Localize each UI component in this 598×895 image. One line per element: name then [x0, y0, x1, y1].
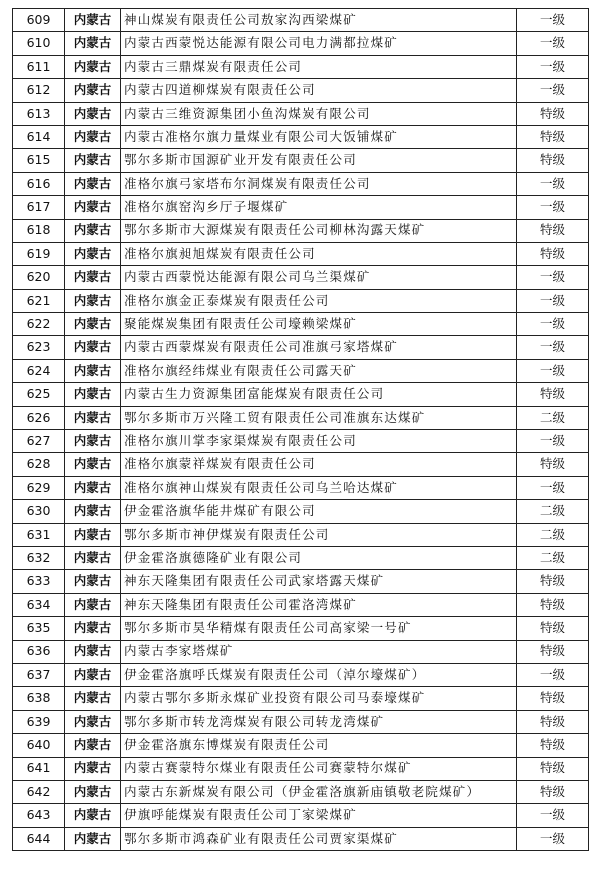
mine-name-cell: 鄂尔多斯市大源煤炭有限责任公司柳林沟露天煤矿 [121, 219, 517, 242]
mine-name-cell: 鄂尔多斯市国源矿业开发有限责任公司 [121, 149, 517, 172]
province-cell: 内蒙古 [65, 523, 121, 546]
grade-cell: 一级 [517, 32, 589, 55]
table-row [13, 523, 589, 546]
mine-name-cell: 内蒙古赛蒙特尔煤业有限责任公司赛蒙特尔煤矿 [121, 757, 517, 780]
table-row [13, 102, 589, 125]
province-cell: 内蒙古 [65, 55, 121, 78]
table-row [13, 734, 589, 757]
mine-name-cell: 鄂尔多斯市神伊煤炭有限责任公司 [121, 523, 517, 546]
table-row [13, 383, 589, 406]
grade-cell: 二级 [517, 546, 589, 569]
grade-cell: 特级 [517, 734, 589, 757]
province-cell: 内蒙古 [65, 149, 121, 172]
province-cell: 内蒙古 [65, 476, 121, 499]
province-cell: 内蒙古 [65, 593, 121, 616]
province-cell: 内蒙古 [65, 710, 121, 733]
mine-name-cell: 内蒙古西蒙悦达能源有限公司乌兰渠煤矿 [121, 266, 517, 289]
coal-mine-grade-table [12, 8, 589, 851]
mine-name-cell: 伊金霍洛旗华能井煤矿有限公司 [121, 500, 517, 523]
table-row [13, 640, 589, 663]
table-row [13, 757, 589, 780]
province-cell: 内蒙古 [65, 102, 121, 125]
row-number: 612 [13, 79, 65, 102]
grade-cell: 特级 [517, 687, 589, 710]
province-cell: 内蒙古 [65, 430, 121, 453]
grade-cell: 一级 [517, 55, 589, 78]
table-row [13, 687, 589, 710]
row-number: 628 [13, 453, 65, 476]
table-row [13, 827, 589, 850]
row-number: 630 [13, 500, 65, 523]
province-cell: 内蒙古 [65, 546, 121, 569]
table-row [13, 359, 589, 382]
province-cell: 内蒙古 [65, 406, 121, 429]
row-number: 643 [13, 804, 65, 827]
province-cell: 内蒙古 [65, 336, 121, 359]
row-number: 618 [13, 219, 65, 242]
grade-cell: 一级 [517, 476, 589, 499]
row-number: 631 [13, 523, 65, 546]
table-row [13, 9, 589, 32]
grade-cell: 特级 [517, 570, 589, 593]
row-number: 644 [13, 827, 65, 850]
mine-name-cell: 内蒙古三鼎煤炭有限责任公司 [121, 55, 517, 78]
mine-name-cell: 鄂尔多斯市万兴隆工贸有限责任公司准旗东达煤矿 [121, 406, 517, 429]
mine-name-cell: 伊金霍洛旗东博煤炭有限责任公司 [121, 734, 517, 757]
row-number: 636 [13, 640, 65, 663]
province-cell: 内蒙古 [65, 313, 121, 336]
province-cell: 内蒙古 [65, 196, 121, 219]
province-cell: 内蒙古 [65, 9, 121, 32]
province-cell: 内蒙古 [65, 32, 121, 55]
province-cell: 内蒙古 [65, 500, 121, 523]
grade-cell: 特级 [517, 710, 589, 733]
province-cell: 内蒙古 [65, 640, 121, 663]
grade-cell: 一级 [517, 827, 589, 850]
grade-cell: 一级 [517, 313, 589, 336]
table-row [13, 172, 589, 195]
grade-cell: 特级 [517, 125, 589, 148]
row-number: 611 [13, 55, 65, 78]
grade-cell: 一级 [517, 196, 589, 219]
row-number: 616 [13, 172, 65, 195]
grade-cell: 二级 [517, 500, 589, 523]
province-cell: 内蒙古 [65, 266, 121, 289]
grade-cell: 一级 [517, 79, 589, 102]
grade-cell: 一级 [517, 172, 589, 195]
row-number: 632 [13, 546, 65, 569]
table-row [13, 149, 589, 172]
mine-name-cell: 准格尔旗金正泰煤炭有限责任公司 [121, 289, 517, 312]
table-row [13, 406, 589, 429]
mine-name-cell: 鄂尔多斯市昊华精煤有限责任公司高家梁一号矿 [121, 617, 517, 640]
table-row [13, 55, 589, 78]
province-cell: 内蒙古 [65, 383, 121, 406]
grade-cell: 特级 [517, 219, 589, 242]
grade-cell: 一级 [517, 804, 589, 827]
row-number: 624 [13, 359, 65, 382]
row-number: 627 [13, 430, 65, 453]
province-cell: 内蒙古 [65, 453, 121, 476]
row-number: 617 [13, 196, 65, 219]
mine-name-cell: 准格尔旗神山煤炭有限责任公司乌兰哈达煤矿 [121, 476, 517, 499]
row-number: 637 [13, 663, 65, 686]
row-number: 639 [13, 710, 65, 733]
province-cell: 内蒙古 [65, 757, 121, 780]
province-cell: 内蒙古 [65, 79, 121, 102]
mine-name-cell: 内蒙古西蒙煤炭有限责任公司准旗弓家塔煤矿 [121, 336, 517, 359]
province-cell: 内蒙古 [65, 780, 121, 803]
table-row [13, 500, 589, 523]
row-number: 620 [13, 266, 65, 289]
table-row [13, 710, 589, 733]
province-cell: 内蒙古 [65, 125, 121, 148]
row-number: 619 [13, 242, 65, 265]
mine-name-cell: 准格尔旗经纬煤业有限责任公司露天矿 [121, 359, 517, 382]
mine-name-cell: 准格尔旗蒙祥煤炭有限责任公司 [121, 453, 517, 476]
mine-name-cell: 内蒙古西蒙悦达能源有限公司电力满都拉煤矿 [121, 32, 517, 55]
grade-cell: 一级 [517, 359, 589, 382]
row-number: 629 [13, 476, 65, 499]
mine-name-cell: 鄂尔多斯市转龙湾煤炭有限公司转龙湾煤矿 [121, 710, 517, 733]
province-cell: 内蒙古 [65, 219, 121, 242]
table-row [13, 780, 589, 803]
table-row [13, 219, 589, 242]
mine-name-cell: 神东天隆集团有限责任公司武家塔露天煤矿 [121, 570, 517, 593]
province-cell: 内蒙古 [65, 359, 121, 382]
mine-name-cell: 内蒙古李家塔煤矿 [121, 640, 517, 663]
grade-cell: 一级 [517, 430, 589, 453]
table-row [13, 430, 589, 453]
grade-cell: 特级 [517, 102, 589, 125]
province-cell: 内蒙古 [65, 734, 121, 757]
mine-name-cell: 准格尔旗川掌李家渠煤炭有限责任公司 [121, 430, 517, 453]
mine-name-cell: 准格尔旗窑沟乡厅子堰煤矿 [121, 196, 517, 219]
grade-cell: 一级 [517, 266, 589, 289]
grade-cell: 特级 [517, 617, 589, 640]
grade-cell: 一级 [517, 289, 589, 312]
table-body [13, 9, 589, 851]
province-cell: 内蒙古 [65, 172, 121, 195]
mine-name-cell: 伊金霍洛旗呼氏煤炭有限责任公司（淖尔壕煤矿） [121, 663, 517, 686]
row-number: 642 [13, 780, 65, 803]
table-row [13, 453, 589, 476]
mine-name-cell: 内蒙古四道柳煤炭有限责任公司 [121, 79, 517, 102]
table-row [13, 804, 589, 827]
row-number: 622 [13, 313, 65, 336]
table-row [13, 336, 589, 359]
mine-name-cell: 内蒙古三维资源集团小鱼沟煤炭有限公司 [121, 102, 517, 125]
grade-cell: 特级 [517, 383, 589, 406]
grade-cell: 特级 [517, 242, 589, 265]
grade-cell: 二级 [517, 523, 589, 546]
grade-cell: 二级 [517, 406, 589, 429]
row-number: 633 [13, 570, 65, 593]
row-number: 610 [13, 32, 65, 55]
mine-name-cell: 伊金霍洛旗德隆矿业有限公司 [121, 546, 517, 569]
province-cell: 内蒙古 [65, 804, 121, 827]
province-cell: 内蒙古 [65, 617, 121, 640]
table-row [13, 546, 589, 569]
row-number: 635 [13, 617, 65, 640]
grade-cell: 一级 [517, 336, 589, 359]
mine-name-cell: 内蒙古生力资源集团富能煤炭有限责任公司 [121, 383, 517, 406]
grade-cell: 特级 [517, 149, 589, 172]
grade-cell: 一级 [517, 9, 589, 32]
row-number: 640 [13, 734, 65, 757]
table-row [13, 125, 589, 148]
mine-name-cell: 准格尔旗弓家塔布尔洞煤炭有限责任公司 [121, 172, 517, 195]
row-number: 621 [13, 289, 65, 312]
province-cell: 内蒙古 [65, 289, 121, 312]
grade-cell: 特级 [517, 640, 589, 663]
mine-name-cell: 准格尔旗昶旭煤炭有限责任公司 [121, 242, 517, 265]
table-row [13, 242, 589, 265]
table-row [13, 79, 589, 102]
table-row [13, 476, 589, 499]
row-number: 625 [13, 383, 65, 406]
mine-name-cell: 内蒙古东新煤炭有限公司（伊金霍洛旗新庙镇敬老院煤矿） [121, 780, 517, 803]
table-row [13, 663, 589, 686]
table-row [13, 617, 589, 640]
table-row [13, 196, 589, 219]
table-row [13, 313, 589, 336]
row-number: 615 [13, 149, 65, 172]
grade-cell: 特级 [517, 593, 589, 616]
row-number: 641 [13, 757, 65, 780]
province-cell: 内蒙古 [65, 570, 121, 593]
table-row [13, 289, 589, 312]
grade-cell: 特级 [517, 757, 589, 780]
grade-cell: 一级 [517, 663, 589, 686]
row-number: 614 [13, 125, 65, 148]
row-number: 623 [13, 336, 65, 359]
grade-cell: 特级 [517, 780, 589, 803]
table-row [13, 266, 589, 289]
mine-name-cell: 鄂尔多斯市鸿森矿业有限责任公司贾家渠煤矿 [121, 827, 517, 850]
mine-name-cell: 伊旗呼能煤炭有限责任公司丁家梁煤矿 [121, 804, 517, 827]
row-number: 609 [13, 9, 65, 32]
row-number: 626 [13, 406, 65, 429]
mine-name-cell: 内蒙古准格尔旗力量煤业有限公司大饭铺煤矿 [121, 125, 517, 148]
mine-name-cell: 神山煤炭有限责任公司敖家沟西梁煤矿 [121, 9, 517, 32]
province-cell: 内蒙古 [65, 663, 121, 686]
province-cell: 内蒙古 [65, 687, 121, 710]
table-row [13, 593, 589, 616]
table-row [13, 570, 589, 593]
mine-name-cell: 聚能煤炭集团有限责任公司壕赖梁煤矿 [121, 313, 517, 336]
row-number: 638 [13, 687, 65, 710]
row-number: 634 [13, 593, 65, 616]
province-cell: 内蒙古 [65, 242, 121, 265]
mine-name-cell: 神东天隆集团有限责任公司霍洛湾煤矿 [121, 593, 517, 616]
row-number: 613 [13, 102, 65, 125]
grade-cell: 特级 [517, 453, 589, 476]
province-cell: 内蒙古 [65, 827, 121, 850]
mine-name-cell: 内蒙古鄂尔多斯永煤矿业投资有限公司马泰壕煤矿 [121, 687, 517, 710]
table-row [13, 32, 589, 55]
